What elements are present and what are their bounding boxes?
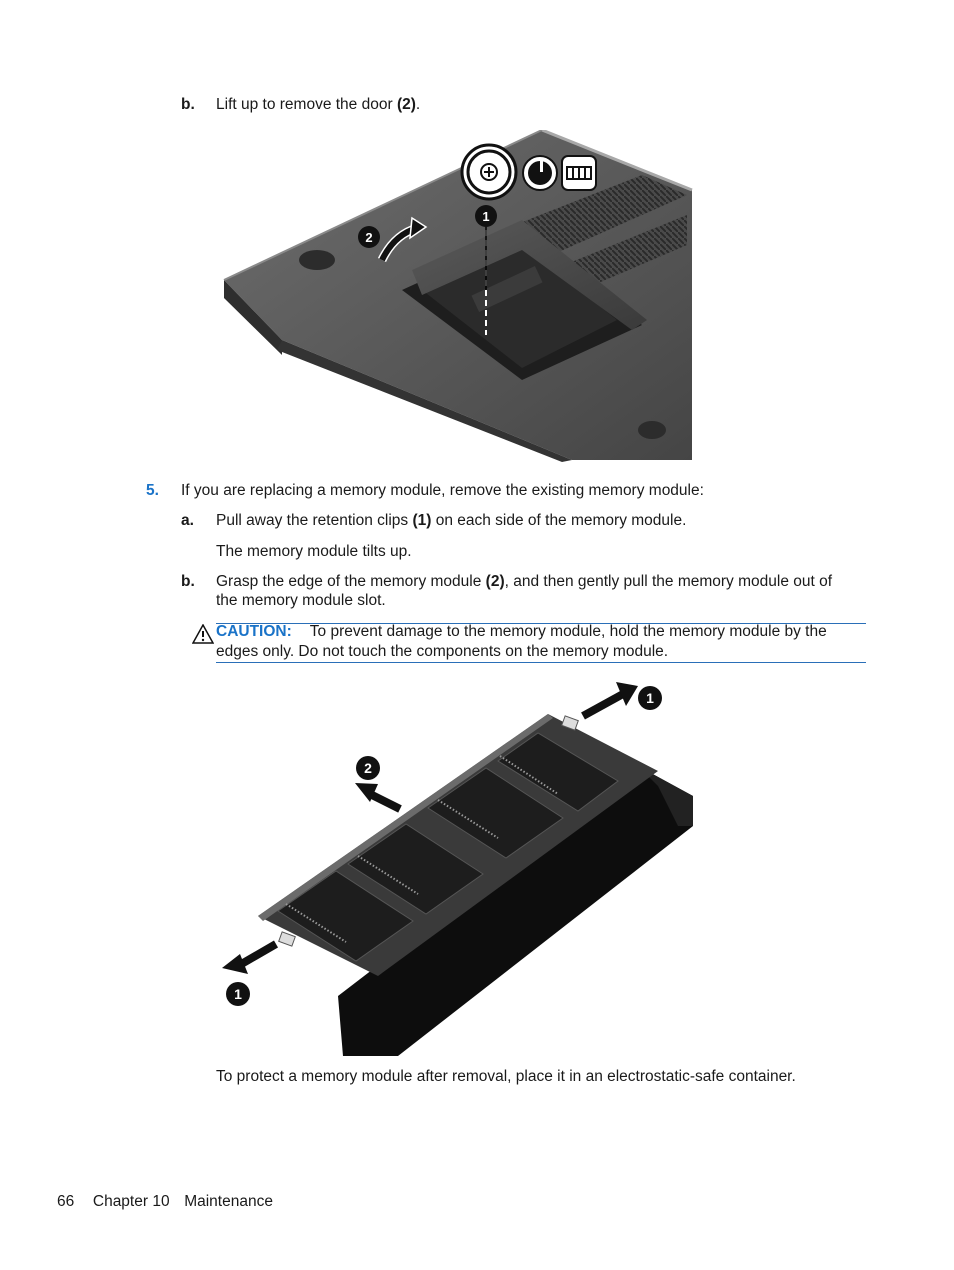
callout-1-figure1: [475, 205, 497, 227]
svg-text:1: 1: [234, 986, 242, 1002]
step-5b-text: Grasp the edge of the memory module (2), and then gently pull the memory module out of: [216, 573, 833, 590]
svg-text:1: 1: [646, 690, 654, 706]
caution-line2: edges only. Do not touch the components on the memory module.: [216, 643, 669, 660]
figure-memory-module: [218, 676, 698, 1060]
figure-laptop-door: [222, 130, 694, 462]
disc-icon: [523, 156, 557, 190]
step-marker-b-top: b.: [181, 96, 195, 113]
footer-section: Maintenance: [184, 1193, 273, 1210]
callout-1-bottom: [226, 982, 250, 1006]
laptop-bottom-illustration: [222, 130, 694, 462]
step-marker-a: a.: [181, 512, 194, 529]
svg-text:1: 1: [482, 209, 490, 224]
callout-1-top: [638, 686, 662, 710]
callout-2-figure1: [358, 226, 380, 248]
arrow-1-top: [583, 682, 638, 716]
page-number: 66: [57, 1193, 75, 1210]
svg-text:2: 2: [365, 230, 373, 245]
step-5b-text-line2: the memory module slot.: [216, 592, 386, 609]
callout-2-figure2: [356, 756, 380, 780]
step-5a-text: Pull away the retention clips (1) on each side of the memory module.: [216, 512, 687, 529]
caution-line1: CAUTION: To prevent damage to the memory module, hold the memory module by the: [216, 623, 827, 640]
footer-chapter: Chapter 10: [92, 1193, 170, 1210]
screw-rotate-icon: [462, 145, 516, 199]
step-5-text: If you are replacing a memory module, remove the existing memory module:: [181, 482, 704, 499]
arrow-1-bottom: [222, 944, 276, 974]
warning-triangle-icon: [192, 624, 214, 649]
retention-clip-bottom: [279, 932, 296, 946]
step-5-number: 5.: [146, 482, 159, 499]
svg-text:2: 2: [364, 760, 372, 776]
step-5a-followup: The memory module tilts up.: [216, 543, 412, 560]
step-b-top-text: Lift up to remove the door (2).: [216, 96, 421, 113]
memory-module-illustration: [218, 676, 698, 1060]
footer: [57, 1193, 273, 1211]
step-marker-b: b.: [181, 573, 195, 590]
memory-icon: [562, 156, 596, 190]
arrow-2: [355, 783, 400, 809]
closing-text: To protect a memory module after removal, place it in an electrostatic-safe container.: [216, 1068, 796, 1085]
